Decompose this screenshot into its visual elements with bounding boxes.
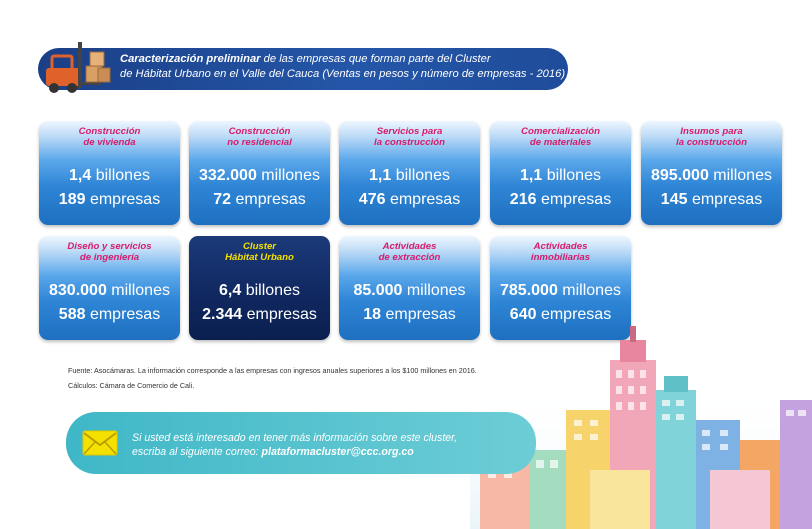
card-construccion-vivienda bbox=[39, 121, 180, 225]
card-sales: 895.000 millones bbox=[651, 167, 772, 184]
contact-line1: Si usted está interesado en tener más información sobre este cluster, bbox=[132, 432, 458, 444]
header-title-rest: de las empresas que forman parte del Cluster bbox=[260, 53, 491, 65]
card-sales: 1,1 billones bbox=[369, 167, 450, 184]
card-companies: 145 empresas bbox=[660, 191, 763, 208]
card-sales: 85.000 millones bbox=[353, 282, 466, 299]
header-title bbox=[120, 52, 570, 82]
card-sales: 6,4 billones bbox=[219, 282, 300, 299]
card-sales: 1,4 billones bbox=[69, 167, 150, 184]
card-title: Construcción no residencial bbox=[227, 126, 292, 148]
contact-email-link[interactable]: plataformacluster@ccc.org.co bbox=[261, 446, 414, 458]
card-servicios-construccion bbox=[339, 121, 480, 225]
card-companies: 2.344 empresas bbox=[202, 306, 317, 323]
envelope-icon bbox=[82, 430, 118, 456]
card-title: Cluster Hábitat Urbano bbox=[225, 241, 294, 263]
contact-text bbox=[132, 431, 522, 459]
card-sales: 332.000 millones bbox=[199, 167, 320, 184]
header-title-bold: Caracterización preliminar bbox=[120, 53, 261, 65]
card-construccion-no-residencial bbox=[189, 121, 330, 225]
card-companies: 72 empresas bbox=[213, 191, 306, 208]
card-sales: 1,1 billones bbox=[520, 167, 601, 184]
card-companies: 18 empresas bbox=[363, 306, 456, 323]
card-actividades-extraccion bbox=[339, 236, 480, 340]
card-title: Comercialización de materiales bbox=[521, 126, 600, 148]
card-title: Construcción de vivienda bbox=[78, 126, 141, 148]
card-title: Actividades de extracción bbox=[378, 241, 441, 263]
card-title: Servicios para la construcción bbox=[374, 126, 445, 148]
card-companies: 216 empresas bbox=[509, 191, 612, 208]
card-companies: 640 empresas bbox=[509, 306, 612, 323]
card-comercializacion-materiales bbox=[490, 121, 631, 225]
contact-line2-prefix: escriba al siguiente correo: bbox=[132, 446, 262, 458]
calculations-note: Cálculos: Cámara de Comercio de Cali. bbox=[68, 381, 195, 390]
forklift-boxes-icon bbox=[42, 38, 114, 94]
card-sales: 830.000 millones bbox=[49, 282, 170, 299]
header-title-line2: de Hábitat Urbano en el Valle del Cauca (Ventas en pesos y número de empresas - 2016) bbox=[120, 68, 566, 80]
card-title: Diseño y servicios de ingeniería bbox=[67, 241, 152, 263]
card-sales: 785.000 millones bbox=[500, 282, 621, 299]
card-cluster-habitat-urbano bbox=[189, 236, 330, 340]
card-companies: 189 empresas bbox=[58, 191, 161, 208]
card-title: Actividades inmobiliarias bbox=[530, 241, 591, 263]
card-insumos-construccion bbox=[641, 121, 782, 225]
source-note: Fuente: Asocámaras. La información corresponde a las empresas con ingresos anuales superiores a los $100 millones en 2016. bbox=[68, 366, 477, 375]
card-title: Insumos para la construcción bbox=[676, 126, 747, 148]
card-companies: 476 empresas bbox=[358, 191, 461, 208]
card-diseno-ingenieria bbox=[39, 236, 180, 340]
card-companies: 588 empresas bbox=[58, 306, 161, 323]
